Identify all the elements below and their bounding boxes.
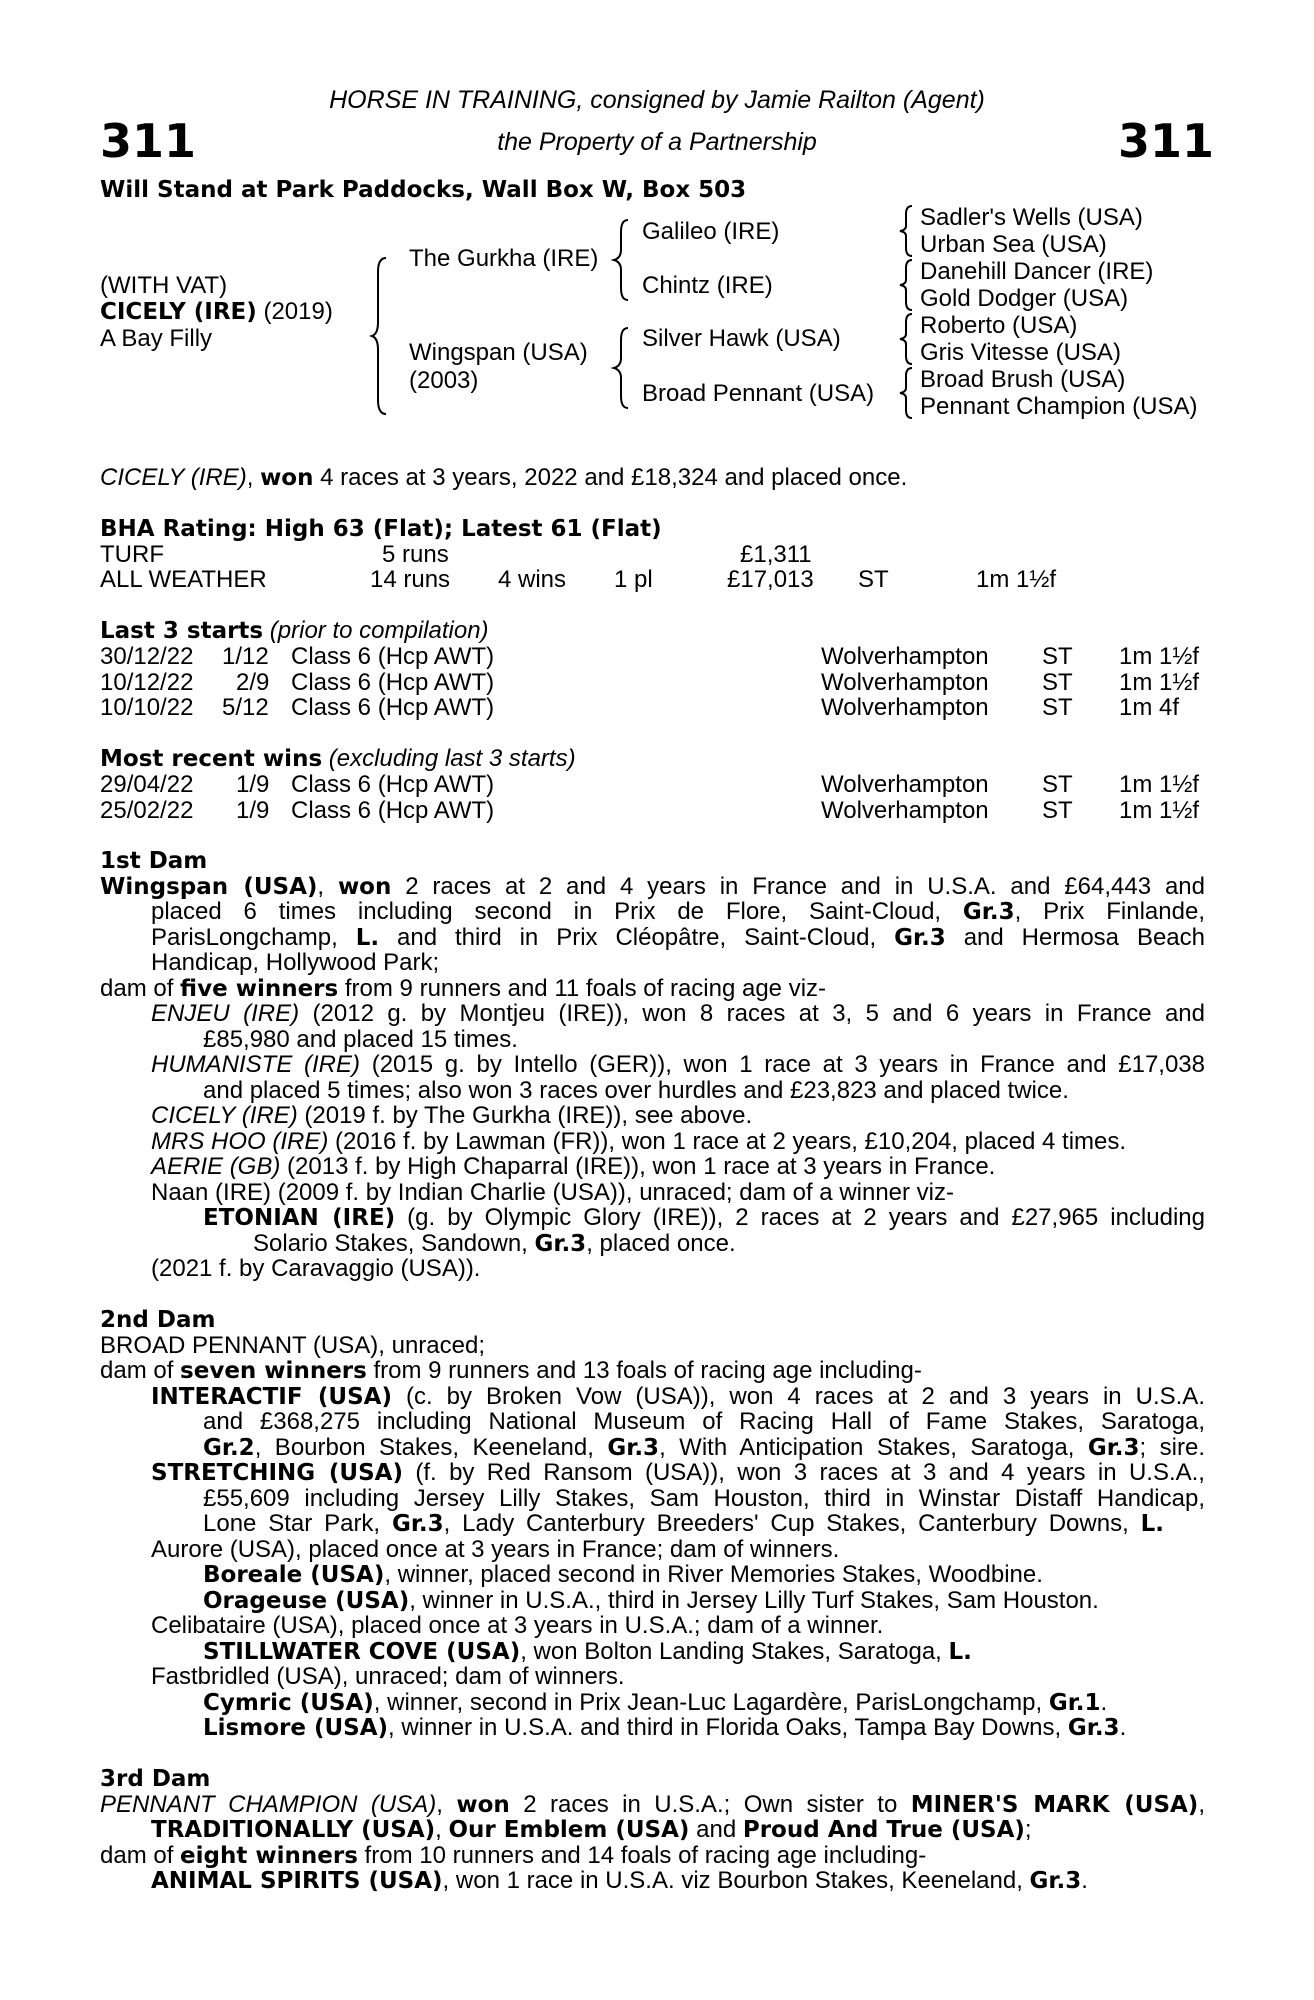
dam-line: Fastbridled (USA), unraced; dam of winners. bbox=[151, 1663, 625, 1690]
grandparent-5: Roberto (USA) bbox=[920, 312, 1078, 339]
dam-line: placed 6 times including second in Prix de Flore, Saint-Cloud, Gr.3, Prix Finlande, bbox=[151, 898, 1205, 925]
grandparent-8: Pennant Champion (USA) bbox=[920, 393, 1198, 420]
second-dam-heading: 2nd Dam bbox=[100, 1307, 216, 1333]
win-going: ST bbox=[1042, 771, 1073, 798]
start-course: Wolverhampton bbox=[821, 669, 989, 696]
aw-distance: 1m 1½f bbox=[976, 566, 1057, 593]
start-going: ST bbox=[1042, 694, 1073, 721]
summary-text: 4 races at 3 years, 2022 and £18,324 and placed once. bbox=[313, 464, 908, 491]
start-distance: 1m 1½f bbox=[1119, 669, 1200, 696]
start-going: ST bbox=[1042, 643, 1073, 670]
recent-wins-note: (excluding last 3 starts) bbox=[322, 745, 576, 772]
g3-brace bbox=[900, 312, 916, 366]
grandparent-2: Urban Sea (USA) bbox=[920, 231, 1107, 258]
win-distance: 1m 1½f bbox=[1119, 771, 1200, 798]
recent-wins-heading bbox=[100, 746, 576, 772]
dam-line: dam of eight winners from 10 runners and 14 foals of racing age including- bbox=[100, 1842, 927, 1869]
dam-line: Aurore (USA), placed once at 3 years in France; dam of winners. bbox=[151, 1536, 840, 1563]
dam-sire: Silver Hawk (USA) bbox=[642, 325, 841, 352]
start-course: Wolverhampton bbox=[821, 643, 989, 670]
dam-line: Cymric (USA), winner, second in Prix Jean-Luc Lagardère, ParisLongchamp, Gr.1. bbox=[203, 1689, 1108, 1716]
start-course: Wolverhampton bbox=[821, 694, 989, 721]
start-position: 1/12 bbox=[222, 643, 269, 670]
dam-line: ETONIAN (IRE) (g. by Olympic Glory (IRE)), 2 races at 2 years and £27,965 including bbox=[203, 1204, 1205, 1231]
race-summary bbox=[100, 465, 907, 491]
summary-separator: , bbox=[246, 464, 261, 491]
start-date: 10/12/22 bbox=[100, 669, 194, 696]
win-position: 1/9 bbox=[236, 797, 270, 824]
sire-sire: Galileo (IRE) bbox=[642, 218, 780, 245]
sire: The Gurkha (IRE) bbox=[409, 245, 599, 272]
dam-line: Gr.2, Bourbon Stakes, Keeneland, Gr.3, With Anticipation Stakes, Saratoga, Gr.3; sire. bbox=[203, 1434, 1205, 1461]
dam-line: Orageuse (USA), winner in U.S.A., third in Jersey Lilly Turf Stakes, Sam Houston. bbox=[203, 1587, 1099, 1614]
dam-line: INTERACTIF (USA) (c. by Broken Vow (USA)), won 4 races at 2 and 3 years in U.S.A. bbox=[151, 1383, 1205, 1410]
dam-line: and £368,275 including National Museum of Racing Hall of Fame Stakes, Saratoga, bbox=[203, 1408, 1205, 1435]
aw-placed: 1 pl bbox=[614, 566, 653, 593]
horse-description: A Bay Filly bbox=[100, 325, 213, 352]
start-going: ST bbox=[1042, 669, 1073, 696]
dam: Wingspan (USA) bbox=[409, 339, 588, 366]
dam-line: MRS HOO (IRE) (2016 f. by Lawman (FR)), won 1 race at 2 years, £10,204, placed 4 times. bbox=[151, 1128, 1127, 1155]
start-race: Class 6 (Hcp AWT) bbox=[291, 643, 495, 670]
aw-wins: 4 wins bbox=[498, 566, 567, 593]
dam-line: PENNANT CHAMPION (USA), won 2 races in U.S.A.; Own sister to MINER'S MARK (USA), bbox=[100, 1791, 1205, 1818]
dam-line: £85,980 and placed 15 times. bbox=[203, 1026, 518, 1053]
win-course: Wolverhampton bbox=[821, 797, 989, 824]
dam-line: and placed 5 times; also won 3 races over hurdles and £23,823 and placed twice. bbox=[203, 1077, 1069, 1104]
first-dam-heading: 1st Dam bbox=[100, 848, 208, 874]
win-course: Wolverhampton bbox=[821, 771, 989, 798]
dam-line: ParisLongchamp, L. and third in Prix Cléopâtre, Saint-Cloud, Gr.3 and Hermosa Beach bbox=[151, 924, 1205, 951]
dam-line: Solario Stakes, Sandown, Gr.3, placed once. bbox=[253, 1230, 736, 1257]
horse-name: CICELY (IRE) bbox=[100, 299, 257, 325]
dam-dam: Broad Pennant (USA) bbox=[642, 380, 875, 407]
grandparent-4: Gold Dodger (USA) bbox=[920, 285, 1129, 312]
summary-horse-name: CICELY (IRE) bbox=[100, 464, 247, 491]
bha-rating-heading: BHA Rating: High 63 (Flat); Latest 61 (Flat) bbox=[100, 516, 662, 542]
summary-won: won bbox=[260, 465, 314, 491]
g1-brace bbox=[900, 204, 916, 258]
consignment-line: HORSE IN TRAINING, consigned by Jamie Railton (Agent) bbox=[329, 86, 985, 114]
dam-line: Lismore (USA), winner in U.S.A. and third in Florida Oaks, Tampa Bay Downs, Gr.3. bbox=[203, 1714, 1127, 1741]
win-date: 29/04/22 bbox=[100, 771, 194, 798]
dam-year: (2003) bbox=[409, 367, 479, 394]
g4-brace bbox=[900, 366, 916, 420]
dam-line: dam of seven winners from 9 runners and 13 foals of racing age including- bbox=[100, 1357, 922, 1384]
aw-runs: 14 runs bbox=[370, 566, 451, 593]
vat-label: (WITH VAT) bbox=[100, 272, 228, 299]
third-dam-heading: 3rd Dam bbox=[100, 1766, 211, 1792]
dam-line: ANIMAL SPIRITS (USA), won 1 race in U.S.A. viz Bourbon Stakes, Keeneland, Gr.3. bbox=[151, 1867, 1088, 1894]
turf-runs: 5 runs bbox=[382, 541, 449, 568]
turf-prize: £1,311 bbox=[740, 541, 812, 568]
win-race: Class 6 (Hcp AWT) bbox=[291, 797, 495, 824]
grandparent-6: Gris Vitesse (USA) bbox=[920, 339, 1121, 366]
lot-number-left: 311 bbox=[100, 114, 197, 168]
aw-prize: £17,013 bbox=[727, 566, 814, 593]
start-distance: 1m 4f bbox=[1119, 694, 1180, 721]
dam-line: £55,609 including Jersey Lilly Stakes, Sam Houston, third in Winstar Distaff Handicap, bbox=[203, 1485, 1205, 1512]
turf-label: TURF bbox=[100, 541, 164, 568]
horse-year: (2019) bbox=[256, 298, 333, 325]
dam-line: Lone Star Park, Gr.3, Lady Canterbury Breeders' Cup Stakes, Canterbury Downs, L. bbox=[203, 1510, 1164, 1537]
dam-line: Naan (IRE) (2009 f. by Indian Charlie (USA)), unraced; dam of a winner viz- bbox=[151, 1179, 955, 1206]
dam-line: BROAD PENNANT (USA), unraced; bbox=[100, 1332, 485, 1359]
start-date: 10/10/22 bbox=[100, 694, 194, 721]
dam-line: HUMANISTE (IRE) (2015 g. by Intello (GER)), won 1 race at 3 years in France and £17,038 bbox=[151, 1051, 1205, 1078]
sire-dam-brace bbox=[372, 256, 392, 416]
lot-number-right: 311 bbox=[1118, 114, 1215, 168]
last-starts-heading bbox=[100, 618, 489, 644]
win-race: Class 6 (Hcp AWT) bbox=[291, 771, 495, 798]
aw-going: ST bbox=[858, 566, 889, 593]
grandparent-3: Danehill Dancer (IRE) bbox=[920, 258, 1154, 285]
win-distance: 1m 1½f bbox=[1119, 797, 1200, 824]
dam-line: CICELY (IRE) (2019 f. by The Gurkha (IRE)), see above. bbox=[151, 1102, 753, 1129]
last-starts-note: (prior to compilation) bbox=[263, 617, 489, 644]
start-position: 2/9 bbox=[236, 669, 270, 696]
start-race: Class 6 (Hcp AWT) bbox=[291, 669, 495, 696]
start-position: 5/12 bbox=[222, 694, 269, 721]
sire-parents-brace bbox=[614, 218, 632, 302]
dam-line: AERIE (GB) (2013 f. by High Chaparral (IRE)), won 1 race at 3 years in France. bbox=[151, 1153, 996, 1180]
dam-line: TRADITIONALLY (USA), Our Emblem (USA) and Proud And True (USA); bbox=[151, 1816, 1032, 1843]
start-date: 30/12/22 bbox=[100, 643, 194, 670]
dam-line: Wingspan (USA), won 2 races at 2 and 4 years in France and in U.S.A. and £64,443 and bbox=[100, 873, 1205, 900]
dam-line: Boreale (USA), winner, placed second in River Memories Stakes, Woodbine. bbox=[203, 1561, 1043, 1588]
dam-parents-brace bbox=[614, 326, 632, 410]
win-date: 25/02/22 bbox=[100, 797, 194, 824]
sire-dam: Chintz (IRE) bbox=[642, 272, 773, 299]
grandparent-1: Sadler's Wells (USA) bbox=[920, 204, 1143, 231]
g2-brace bbox=[900, 258, 916, 312]
dam-line: Handicap, Hollywood Park; bbox=[151, 949, 440, 976]
horse-name-line bbox=[100, 299, 333, 325]
stand-location: Will Stand at Park Paddocks, Wall Box W, Box 503 bbox=[100, 177, 747, 203]
dam-line: (2021 f. by Caravaggio (USA)). bbox=[151, 1255, 481, 1282]
grandparent-7: Broad Brush (USA) bbox=[920, 366, 1126, 393]
recent-wins-title: Most recent wins bbox=[100, 746, 323, 772]
win-going: ST bbox=[1042, 797, 1073, 824]
dam-line: STILLWATER COVE (USA), won Bolton Landing Stakes, Saratoga, L. bbox=[203, 1638, 972, 1665]
dam-line: STRETCHING (USA) (f. by Red Ransom (USA)), won 3 races at 3 and 4 years in U.S.A., bbox=[151, 1459, 1205, 1486]
dam-line: Celibataire (USA), placed once at 3 years in U.S.A.; dam of a winner. bbox=[151, 1612, 884, 1639]
dam-line: ENJEU (IRE) (2012 g. by Montjeu (IRE)), won 8 races at 3, 5 and 6 years in France and bbox=[151, 1000, 1206, 1027]
property-line: the Property of a Partnership bbox=[497, 128, 817, 156]
dam-line: dam of five winners from 9 runners and 11 foals of racing age viz- bbox=[100, 975, 827, 1002]
aw-label: ALL WEATHER bbox=[100, 566, 267, 593]
win-position: 1/9 bbox=[236, 771, 270, 798]
start-distance: 1m 1½f bbox=[1119, 643, 1200, 670]
start-race: Class 6 (Hcp AWT) bbox=[291, 694, 495, 721]
last-starts-title: Last 3 starts bbox=[100, 618, 264, 644]
